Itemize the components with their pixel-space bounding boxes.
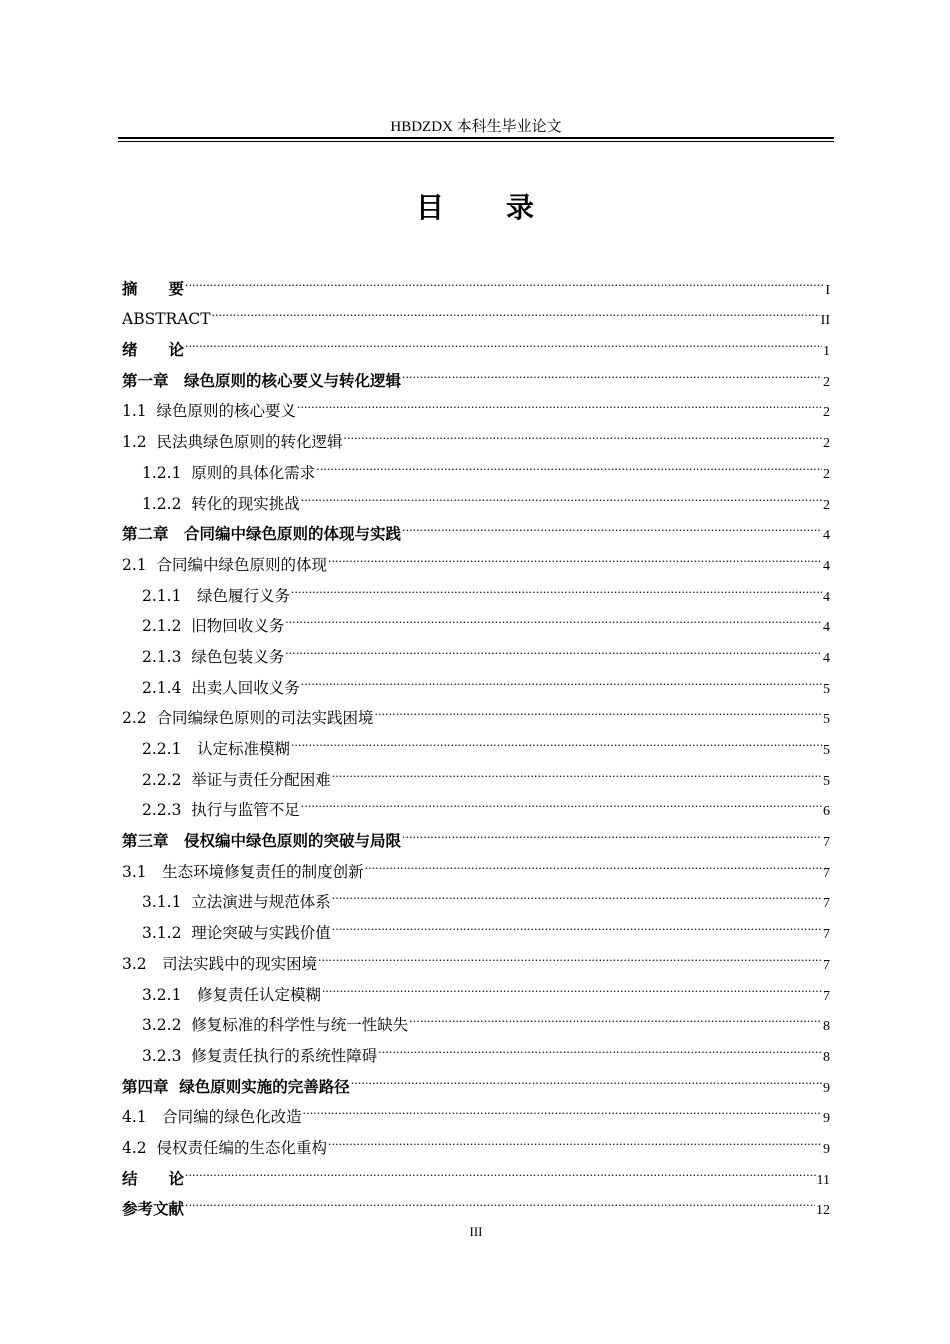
toc-entry-page: 11 (816, 1172, 830, 1188)
toc-dot-leader (185, 1184, 815, 1215)
toc-entry-label: 绪 论 (122, 341, 185, 360)
toc-dot-leader (185, 1153, 816, 1184)
toc-entry-page: 5 (823, 712, 830, 728)
toc-dot-leader (402, 509, 822, 540)
toc-entry-label: 2.1.4 出卖人回收义务 (142, 678, 300, 697)
toc-dot-leader (344, 416, 822, 447)
toc-dot-leader (332, 877, 822, 908)
toc-dot-leader (301, 478, 822, 509)
toc-entry-label: ABSTRACT (122, 310, 211, 329)
toc-entry-label: 2.1.3 绿色包装义务 (142, 647, 285, 666)
toc-entry-page: I (825, 282, 830, 298)
toc-entry-label: 2.1 合同编中绿色原则的体现 (122, 555, 328, 574)
toc-dot-leader (301, 662, 822, 693)
toc-entry-label: 2.1.1 绿色履行义务 (142, 586, 290, 605)
toc-entry-label: 第四章 绿色原则实施的完善路径 (122, 1077, 350, 1096)
toc-entry-label: 3.1.1 立法演进与规范体系 (142, 893, 331, 912)
toc-dot-leader (332, 907, 822, 938)
toc-dot-leader (402, 355, 822, 386)
toc-dot-leader (328, 1122, 822, 1153)
toc-entry-page: 12 (816, 1203, 830, 1219)
toc-entry-page: 2 (823, 466, 830, 482)
toc-dot-leader (291, 570, 822, 601)
toc-entry[interactable] (122, 355, 830, 390)
toc-entry-page: 4 (823, 528, 830, 544)
toc-entry-label: 2.2.3 执行与监管不足 (142, 801, 300, 820)
toc-entry-label: 第二章 合同编中绿色原则的体现与实践 (122, 525, 402, 544)
toc-dot-leader (328, 539, 822, 570)
toc-dot-leader (303, 1092, 822, 1123)
toc-entry-page: 2 (823, 405, 830, 421)
toc-entry-label: 第一章 绿色原则的核心要义与转化逻辑 (122, 371, 402, 390)
header-rule (118, 137, 834, 142)
toc-dot-leader (332, 754, 822, 785)
toc-entry-page: 4 (823, 558, 830, 574)
toc-dot-leader (409, 1000, 822, 1031)
toc-entry-page: 9 (823, 1111, 830, 1127)
toc-entry-label: 3.2 司法实践中的现实困境 (122, 954, 318, 973)
toc-entry-label: 3.1.2 理论突破与实践价值 (142, 924, 331, 943)
toc-entry-label: 1.1 绿色原则的核心要义 (122, 402, 297, 421)
toc-dot-leader (351, 1061, 822, 1092)
toc-dot-leader (316, 447, 822, 478)
toc-entry-page: II (820, 313, 830, 329)
toc-entry-page: 7 (823, 865, 830, 881)
toc-entry-label: 参考文献 (122, 1200, 185, 1219)
toc-dot-leader (378, 1030, 822, 1061)
toc-entry[interactable] (122, 294, 830, 329)
toc-entry-label: 1.2.1 原则的具体化需求 (142, 463, 316, 482)
toc-entry-page: 5 (823, 773, 830, 789)
toc-dot-leader (285, 631, 822, 662)
page-number: III (469, 1224, 483, 1239)
toc-entry-page: 2 (823, 374, 830, 390)
toc-entry-page: 7 (823, 957, 830, 973)
toc-dot-leader (322, 969, 822, 1000)
toc-dot-leader (402, 815, 822, 846)
toc-entry-label: 2.1.2 旧物回收义务 (142, 617, 285, 636)
toc-entry-label: 3.2.1 修复责任认定模糊 (142, 985, 321, 1004)
toc-entry-label: 第三章 侵权编中绿色原则的突破与局限 (122, 832, 402, 851)
toc-entry-label: 摘 要 (122, 279, 185, 298)
toc-entry-label: 1.2.2 转化的现实挑战 (142, 494, 300, 513)
toc-dot-leader (301, 785, 822, 816)
toc-entry-page: 7 (823, 988, 830, 1004)
toc-entry-label: 3.1 生态环境修复责任的制度创新 (122, 862, 364, 881)
toc-entry-label: 3.2.2 修复标准的科学性与统一性缺失 (142, 1016, 409, 1035)
toc-dot-leader (365, 846, 822, 877)
toc-entry-page: 5 (823, 743, 830, 758)
toc-entry-page: 4 (823, 650, 830, 666)
toc-entry-page: 9 (823, 1080, 830, 1096)
toc-entry-page: 9 (823, 1141, 830, 1157)
toc-entry-label: 2.2.2 举证与责任分配困难 (142, 770, 331, 789)
toc-dot-leader (318, 938, 822, 969)
toc-entry-page: 8 (823, 1019, 830, 1035)
toc-entry[interactable] (122, 263, 830, 298)
toc-dot-leader (291, 723, 822, 754)
toc-entry-label: 2.2 合同编绿色原则的司法实践困境 (122, 709, 374, 728)
table-of-contents (122, 263, 830, 1219)
toc-entry-page: 2 (823, 497, 830, 513)
toc-dot-leader (185, 324, 822, 355)
toc-dot-leader (185, 263, 824, 294)
toc-entry-page: 5 (823, 681, 830, 697)
toc-entry-label: 4.2 侵权责任编的生态化重构 (122, 1138, 328, 1157)
page-header: HBDZDX 本科生毕业论文 (390, 119, 562, 135)
toc-dot-leader (212, 294, 820, 325)
toc-entry-page: 1 (823, 344, 830, 360)
toc-entry-page: 4 (823, 620, 830, 636)
toc-entry-page: 6 (823, 804, 830, 820)
toc-entry-label: 结 论 (122, 1169, 185, 1188)
toc-entry[interactable] (122, 1153, 830, 1188)
toc-dot-leader (375, 693, 822, 724)
toc-entry-page: 7 (823, 835, 830, 851)
toc-entry[interactable] (122, 1184, 830, 1219)
toc-entry-page: 7 (823, 896, 830, 912)
toc-entry-page: 8 (823, 1049, 830, 1065)
toc-entry-page: 7 (823, 927, 830, 943)
toc-entry-label: 1.2 民法典绿色原则的转化逻辑 (122, 433, 343, 452)
toc-dot-leader (285, 601, 822, 632)
toc-entry-label: 4.1 合同编的绿色化改造 (122, 1108, 302, 1127)
toc-title: 目 录 (415, 191, 536, 224)
toc-entry-label: 2.2.1 认定标准模糊 (142, 740, 290, 758)
toc-entry-page: 4 (823, 589, 830, 605)
toc-dot-leader (297, 386, 822, 417)
toc-entry-label: 3.2.3 修复责任执行的系统性障碍 (142, 1046, 378, 1065)
toc-entry-page: 2 (823, 436, 830, 452)
toc-entry[interactable] (122, 324, 830, 360)
